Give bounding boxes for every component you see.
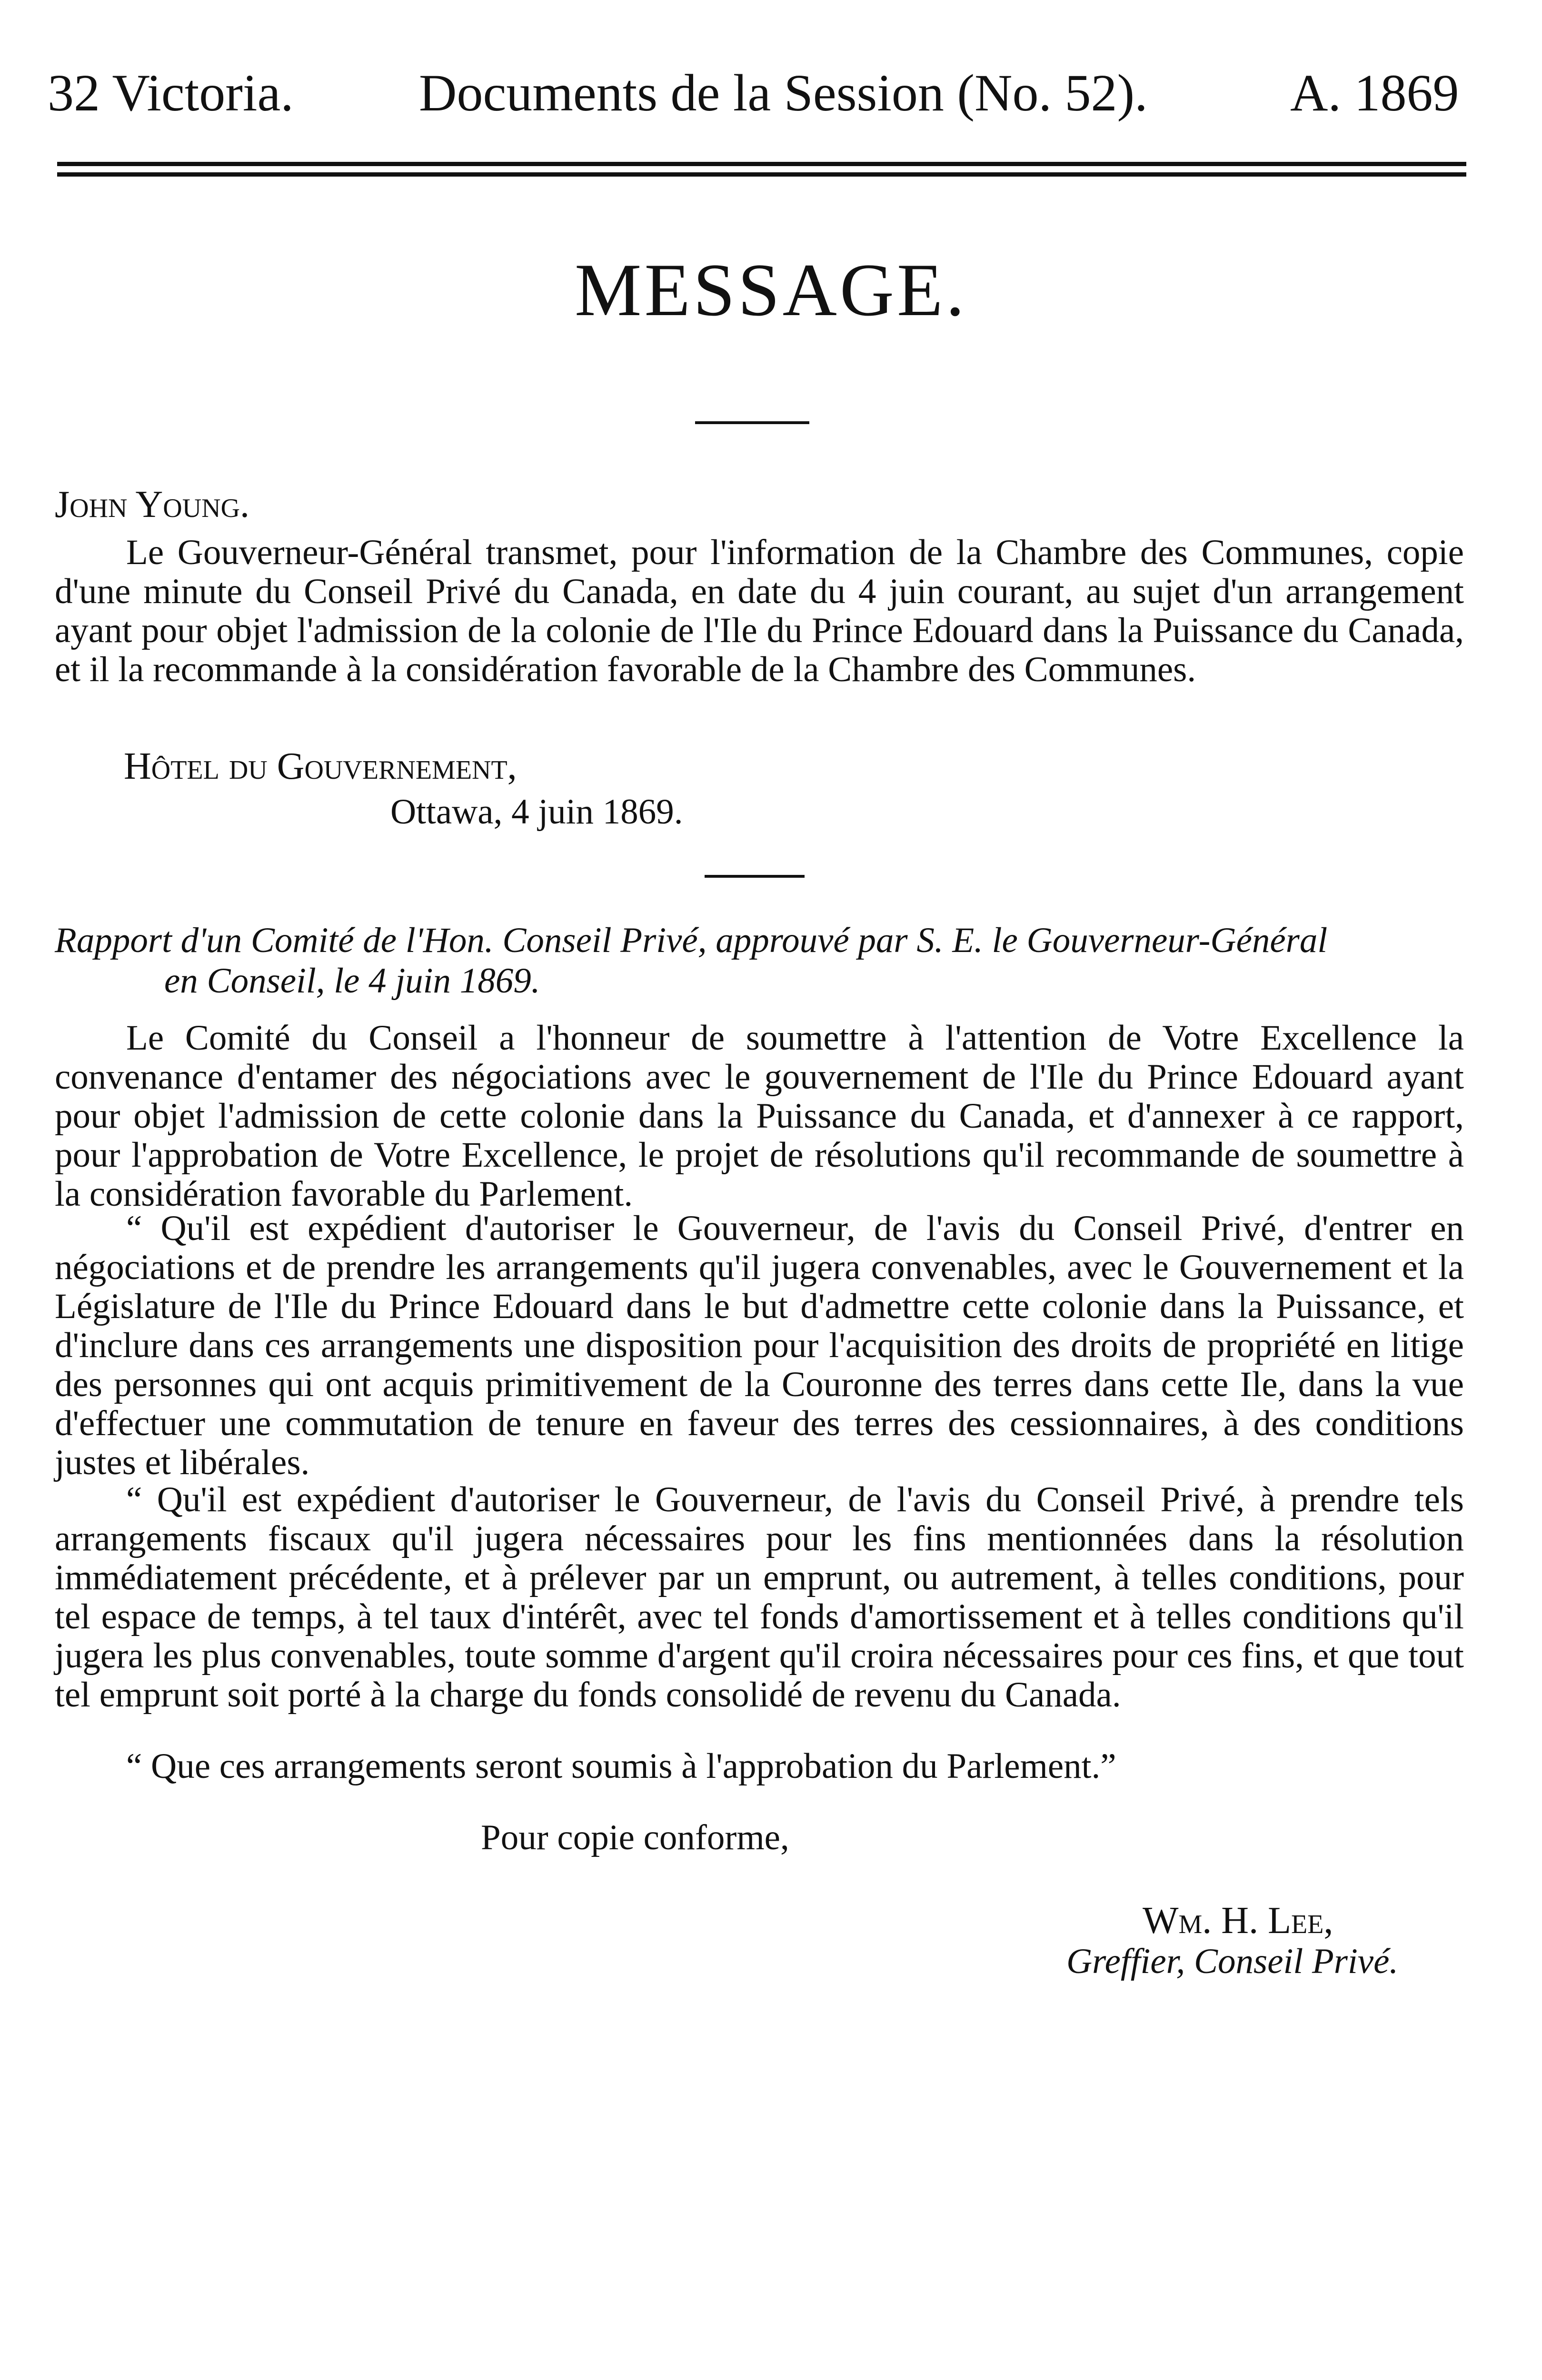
report-heading-line2: en Conseil, le 4 juin 1869. [164, 961, 540, 1001]
report-resolution-1: “ Qu'il est expédient d'autoriser le Gouverneur, de l'avis du Conseil Privé, d'entrer en négociations et de prendre les arrangements qu'il jugera convenables, avec le Gouvernement et la Législature de l'Ile du Prince Edouard dans le but d'admettre cette colonie dans la Puissance, et d'inclure dans ces arrangements une disposition pour l'acquisition des droits de propriété en litige des personnes qui ont acquis primitivement de la Couronne des terres dans cette Ile, dans la vue d'effectuer une commutation de tenure en faveur des terres des cessionnaires, à des conditions justes et libérales. [55, 1209, 1464, 1482]
place-date: Ottawa, 4 juin 1869. [390, 792, 683, 832]
message-paragraph: Le Gouverneur-Général transmet, pour l'information de la Chambre des Communes, copie d'une minute du Conseil Privé du Canada, en date du 4 juin courant, au sujet d'un arrangement ayant pour objet l'admission de la colonie de l'Ile du Prince Edouard dans la Puissance du Canada, et il la recommande à la considération favorable de la Chambre des Communes. [55, 533, 1464, 689]
title-divider [695, 421, 809, 424]
report-heading-line1: Rapport d'un Comité de l'Hon. Conseil Privé, approuvé par S. E. le Gouverneur-Général [55, 921, 1328, 960]
signatory: John Young. [55, 484, 250, 526]
header-year: A. 1869 [1290, 64, 1459, 122]
report-paragraph-intro: Le Comité du Conseil a l'honneur de soumettre à l'attention de Votre Excellence la convenance d'entamer des négociations avec le gouvernement de l'Ile du Prince Edouard ayant pour objet l'admission de cette colonie dans la Puissance du Canada, et d'annexer à ce rapport, pour l'approbation de Votre Excellence, le projet de résolutions qu'il recommande de soumettre à la considération favorable du Parlement. [55, 1018, 1464, 1214]
report-resolution-2: “ Qu'il est expédient d'autoriser le Gouverneur, de l'avis du Conseil Privé, à prendre tels arrangements fiscaux qu'il jugera nécessaires pour les fins mentionnées dans la résolution immédiatement précédente, et à prélever par un emprunt, ou autrement, à telles conditions, pour tel espace de temps, à tel taux d'intérêt, avec tel fonds d'amortissement et à telles conditions qu'il jugera les plus convenables, toute somme d'argent qu'il croira nécessaires pour ces fins, et que tout tel emprunt soit porté à la charge du fonds consolidé de revenu du Canada. [55, 1480, 1464, 1715]
header-session: Documents de la Session (No. 52). [419, 64, 1148, 122]
closing-line: Pour copie conforme, [481, 1818, 789, 1857]
place: Hôtel du Gouvernement, [124, 745, 517, 787]
page-title: MESSAGE. [575, 248, 967, 332]
report-resolution-3: “ Que ces arrangements seront soumis à l'approbation du Parlement.” [126, 1746, 1116, 1786]
signer-name: Wm. H. Lee, [1143, 1900, 1333, 1942]
header-rule-bottom [57, 172, 1466, 177]
header-volume: 32 Victoria. [48, 64, 294, 122]
section-divider [705, 875, 805, 878]
signer-title: Greffier, Conseil Privé. [1066, 1942, 1399, 1981]
header-rule-top [57, 162, 1466, 166]
